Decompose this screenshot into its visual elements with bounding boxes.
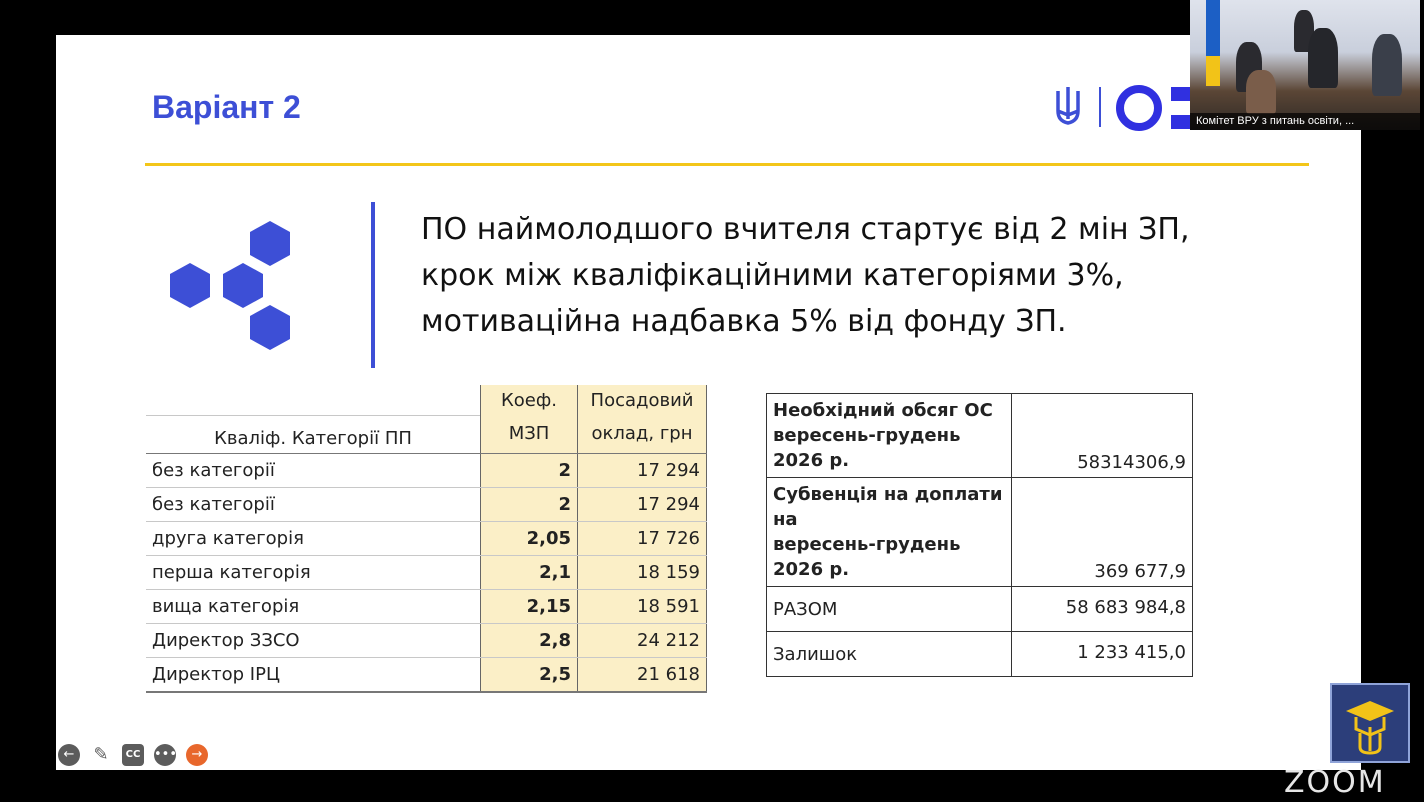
participant (1308, 28, 1338, 88)
headline-line: мотиваційна надбавка 5% від фонду ЗП. (421, 304, 1067, 339)
flag-icon (1206, 0, 1220, 56)
headline-line: ПО наймолодшого вчителя стартує від 2 мін ЗП, (421, 212, 1190, 247)
budget-value: 58314306,9 (1012, 394, 1193, 478)
logo-separator (1099, 87, 1101, 127)
headline-text (421, 207, 1190, 345)
salary-cell: 17 726 (578, 522, 707, 556)
budget-label-line: вересень-грудень 2026 р. (773, 425, 961, 471)
budget-value: 369 677,9 (1012, 478, 1193, 587)
slide-title: Варіант 2 (152, 89, 301, 125)
table-row (146, 522, 707, 556)
budget-table (766, 393, 1193, 677)
budget-label-line: Необхідний обсяг ОС (773, 400, 993, 421)
budget-label-line: Субвенція на доплати на (773, 484, 1003, 530)
table-row (146, 488, 707, 522)
category-cell: Директор ІРЦ (146, 658, 481, 693)
table-row (767, 587, 1193, 632)
salary-table (146, 385, 707, 693)
table-row (767, 394, 1193, 478)
salary-header-line1: Посадовий (578, 385, 707, 416)
salary-cell: 17 294 (578, 488, 707, 522)
budget-label (767, 394, 1012, 478)
presentation-slide (56, 35, 1386, 800)
coef-header-line2: МЗП (481, 416, 578, 454)
budget-value: 58 683 984,8 (1012, 587, 1193, 632)
university-emblem (1330, 683, 1410, 763)
budget-label: РАЗОМ (767, 587, 1012, 632)
coef-cell: 2,15 (481, 590, 578, 624)
more-icon[interactable]: ••• (154, 744, 176, 766)
category-cell: вища категорія (146, 590, 481, 624)
table-row (767, 632, 1193, 677)
coef-cell: 2,8 (481, 624, 578, 658)
coef-cell: 2 (481, 454, 578, 488)
salary-cell: 17 294 (578, 454, 707, 488)
salary-cell: 24 212 (578, 624, 707, 658)
category-cell: без категорії (146, 488, 481, 522)
salary-cell: 18 591 (578, 590, 707, 624)
coef-header-line1: Коеф. (481, 385, 578, 416)
category-cell: Директор ЗЗСО (146, 624, 481, 658)
coef-cell: 2 (481, 488, 578, 522)
hexagons-icon (166, 221, 296, 351)
table-header-row (146, 385, 707, 416)
category-cell: перша категорія (146, 556, 481, 590)
cc-icon[interactable]: CC (122, 744, 144, 766)
pen-icon[interactable]: ✎ (93, 744, 109, 765)
budget-label: Залишок (767, 632, 1012, 677)
table-header-row (146, 416, 707, 454)
salary-cell: 18 159 (578, 556, 707, 590)
salary-cell: 21 618 (578, 658, 707, 693)
budget-label (767, 478, 1012, 587)
table-row (767, 478, 1193, 587)
logo-bar-bottom (1171, 115, 1191, 129)
video-thumbnail[interactable] (1190, 0, 1420, 130)
headline-line: крок між кваліфікаційними категоріями 3%, (421, 258, 1124, 293)
title-divider (145, 163, 1309, 166)
participant (1372, 34, 1402, 96)
coef-cell: 2,5 (481, 658, 578, 693)
budget-label-line: вересень-грудень 2026 р. (773, 534, 961, 580)
trident-logo-icon (1052, 85, 1084, 127)
table-row (146, 624, 707, 658)
ministry-logo-icon (1116, 85, 1162, 131)
zoom-watermark: ZOOM (1284, 765, 1386, 800)
back-icon[interactable]: ← (58, 744, 80, 766)
video-caption: Комітет ВРУ з питань освіти, ... (1190, 113, 1420, 130)
category-cell: друга категорія (146, 522, 481, 556)
emblem-icon (1332, 685, 1408, 761)
budget-value: 1 233 415,0 (1012, 632, 1193, 677)
coef-cell: 2,05 (481, 522, 578, 556)
table-row (146, 454, 707, 488)
salary-header-line2: оклад, грн (578, 416, 707, 454)
table-row (146, 556, 707, 590)
coef-cell: 2,1 (481, 556, 578, 590)
category-cell: без категорії (146, 454, 481, 488)
logo-bar-top (1171, 87, 1191, 101)
participant (1246, 70, 1276, 114)
flag-icon (1206, 56, 1220, 86)
headline-divider (371, 202, 375, 368)
table-row (146, 658, 707, 693)
table-row (146, 590, 707, 624)
category-header: Кваліф. Категорії ПП (146, 416, 481, 454)
forward-icon[interactable]: → (186, 744, 208, 766)
